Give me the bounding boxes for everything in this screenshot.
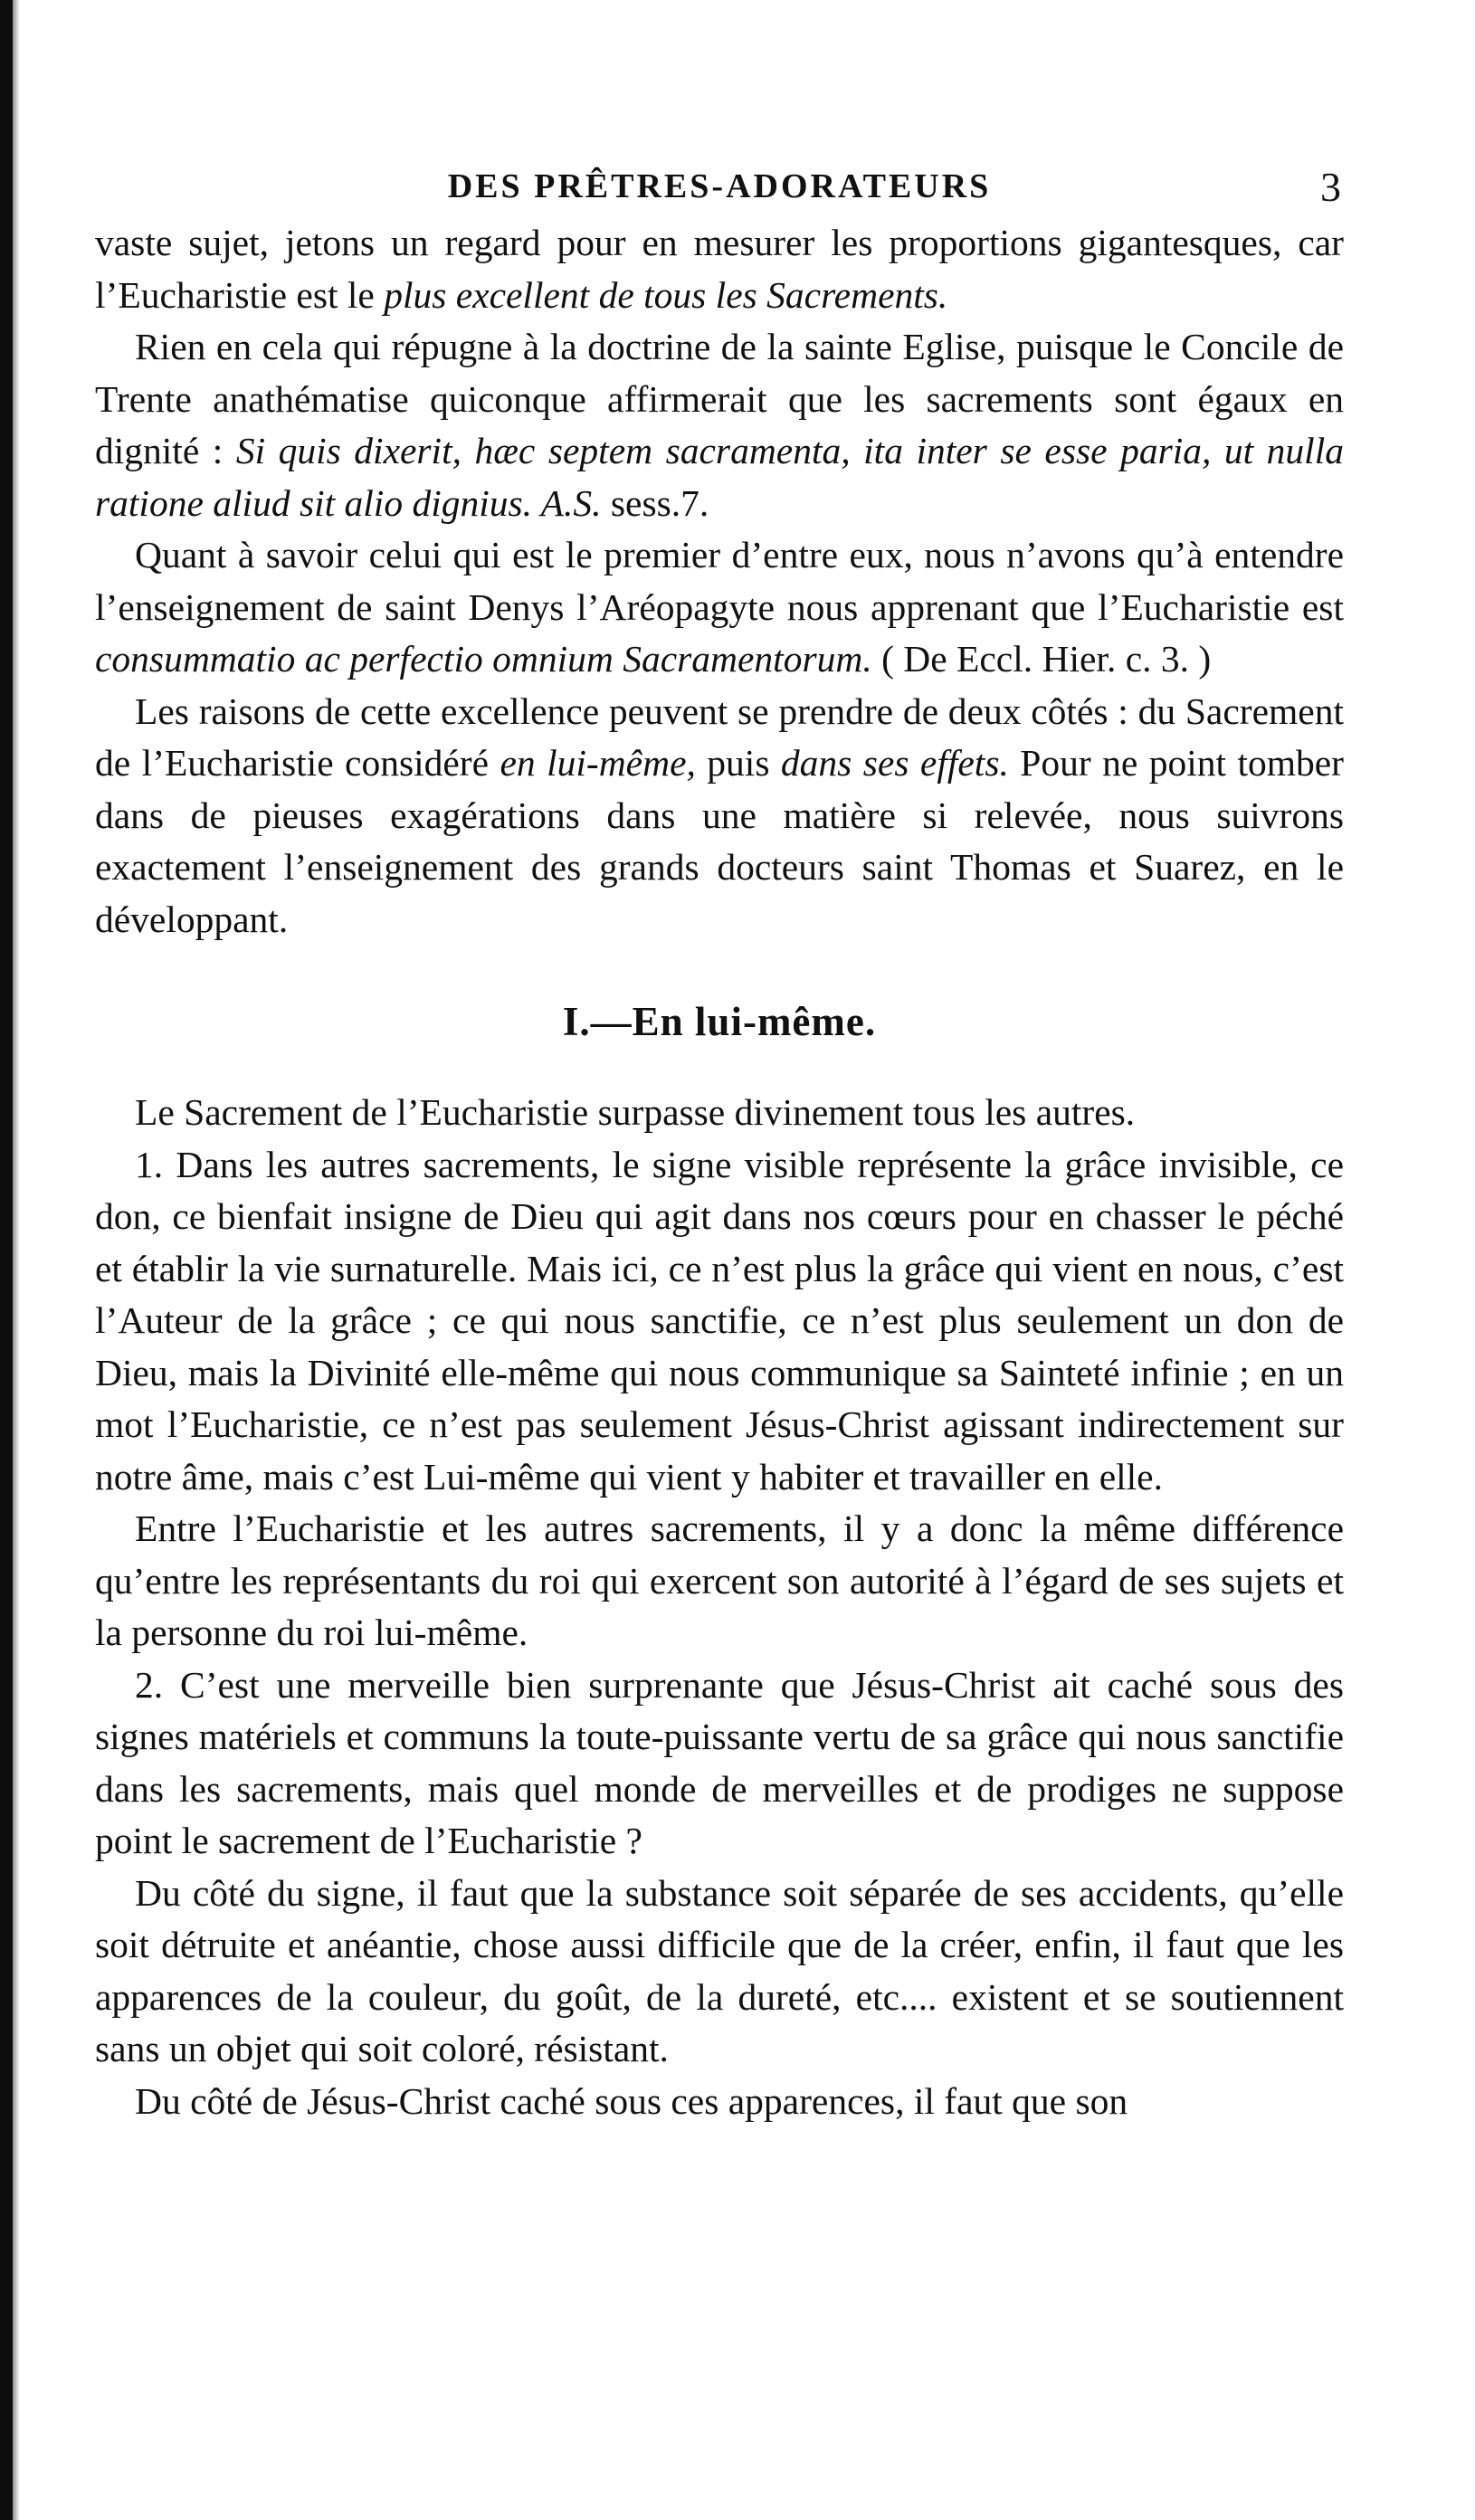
scan-binding-edge	[0, 0, 13, 2520]
paragraph-text: Quant à savoir celui qui est le premier d’entre eux, nous n’avons qu’à entendre l’enseignement de saint Denys l’Aréopagyte nous apprenant que l’Eucharistie est	[95, 534, 1344, 628]
citation-text: sess.7.	[601, 481, 709, 524]
latin-quotation: Si quis dixerit, hæc septem sacramenta, ita inter se esse paria, ut nulla ratione aliud sit alio dignius. A.S.	[95, 430, 1344, 524]
paragraph-point-1: 1. Dans les autres sacrements, le signe visible représente la grâce invisible, ce don, ce bienfait insigne de Dieu qui agit dans nos cœurs pour en chasser le péché et établir la vie surnaturelle. Mais ici, ce n’est plus la grâce qui vient en nous, c’est l’Auteur de la grâce ; ce qui nous sanctifie, ce n’est plus seulement un don de Dieu, mais la Divinité elle-même qui nous communique sa Sainteté infinie ; en un mot l’Eucharistie, ce n’est pas seulement Jésus-Christ agissant indirectement sur notre âme, mais c’est Lui-même qui vient y habiter et travailler en elle.	[95, 1143, 1344, 1498]
latin-quotation: consummatio ac perfectio omnium Sacramentorum.	[95, 638, 872, 680]
citation-text: ( De Eccl. Hier. c. 3. )	[871, 638, 1212, 680]
paragraph-continued	[95, 217, 1344, 321]
paragraph-text: Pour ne point tomber dans de pieuses exagérations dans une matière si relevée, nous suivrons exactement l’enseignement des grands docteurs saint Thomas et Suarez, en le développant.	[95, 742, 1344, 940]
paragraph-italic-text: dans ses effets.	[780, 742, 1009, 784]
paragraph-italic-text: plus excellent de tous les Sacrements.	[384, 273, 948, 316]
paragraph-council-of-trent	[95, 321, 1344, 529]
paragraph-text: puis	[695, 742, 781, 784]
running-header	[95, 163, 1344, 217]
scan-edge-shadow	[13, 0, 20, 2520]
paragraph-text: Les raisons de cette excellence peuvent se prendre de deux côtés : du Sacrement de l’Eucharistie considéré	[95, 689, 1344, 784]
page-number: 3	[1320, 164, 1344, 210]
paragraph-text: vaste sujet, jetons un regard pour en mesurer les proportions gigantesques, car l’Eucharistie est le	[95, 222, 1344, 316]
paragraph-point-2: 2. C’est une merveille bien surprenante que Jésus-Christ ait caché sous des signes matériels et communs la toute-puissante vertu de sa grâce qui nous sanctifie dans les sacrements, mais quel monde de merveilles et de prodiges ne suppose point le sacrement de l’Eucharistie ?	[95, 1663, 1344, 1861]
book-page	[95, 163, 1344, 2127]
paragraph: Le Sacrement de l’Eucharistie surpasse divinement tous les autres.	[135, 1091, 1136, 1133]
paragraph-reasons	[95, 686, 1344, 946]
paragraph: Du côté du signe, il faut que la substance soit séparée de ses accidents, qu’elle soit détruite et anéantie, chose aussi difficile que de la créer, enfin, il faut que les apparences de la couleur, du goût, de la dureté, etc.... existent et se soutiennent sans un objet qui soit coloré, résistant.	[95, 1871, 1344, 2069]
paragraph-saint-denys	[95, 529, 1344, 686]
paragraph-text: Rien en cela qui répugne à la doctrine de la sainte Eglise, puisque le Concile de Trente anathématise quiconque affirmerait que les sacrements sont égaux en dignité :	[95, 326, 1344, 471]
paragraph: Entre l’Eucharistie et les autres sacrements, il y a donc la même différence qu’entre les représentants du roi qui exercent son autorité à l’égard de ses sujets et la personne du roi lui-même.	[95, 1507, 1344, 1653]
paragraph-italic-text: en lui-même,	[500, 742, 696, 784]
running-title: DES PRÊTRES-ADORATEURS	[447, 167, 992, 205]
paragraph: Du côté de Jésus-Christ caché sous ces apparences, il faut que son	[135, 2079, 1128, 2122]
section-heading: I.—En lui-même.	[562, 999, 877, 1044]
